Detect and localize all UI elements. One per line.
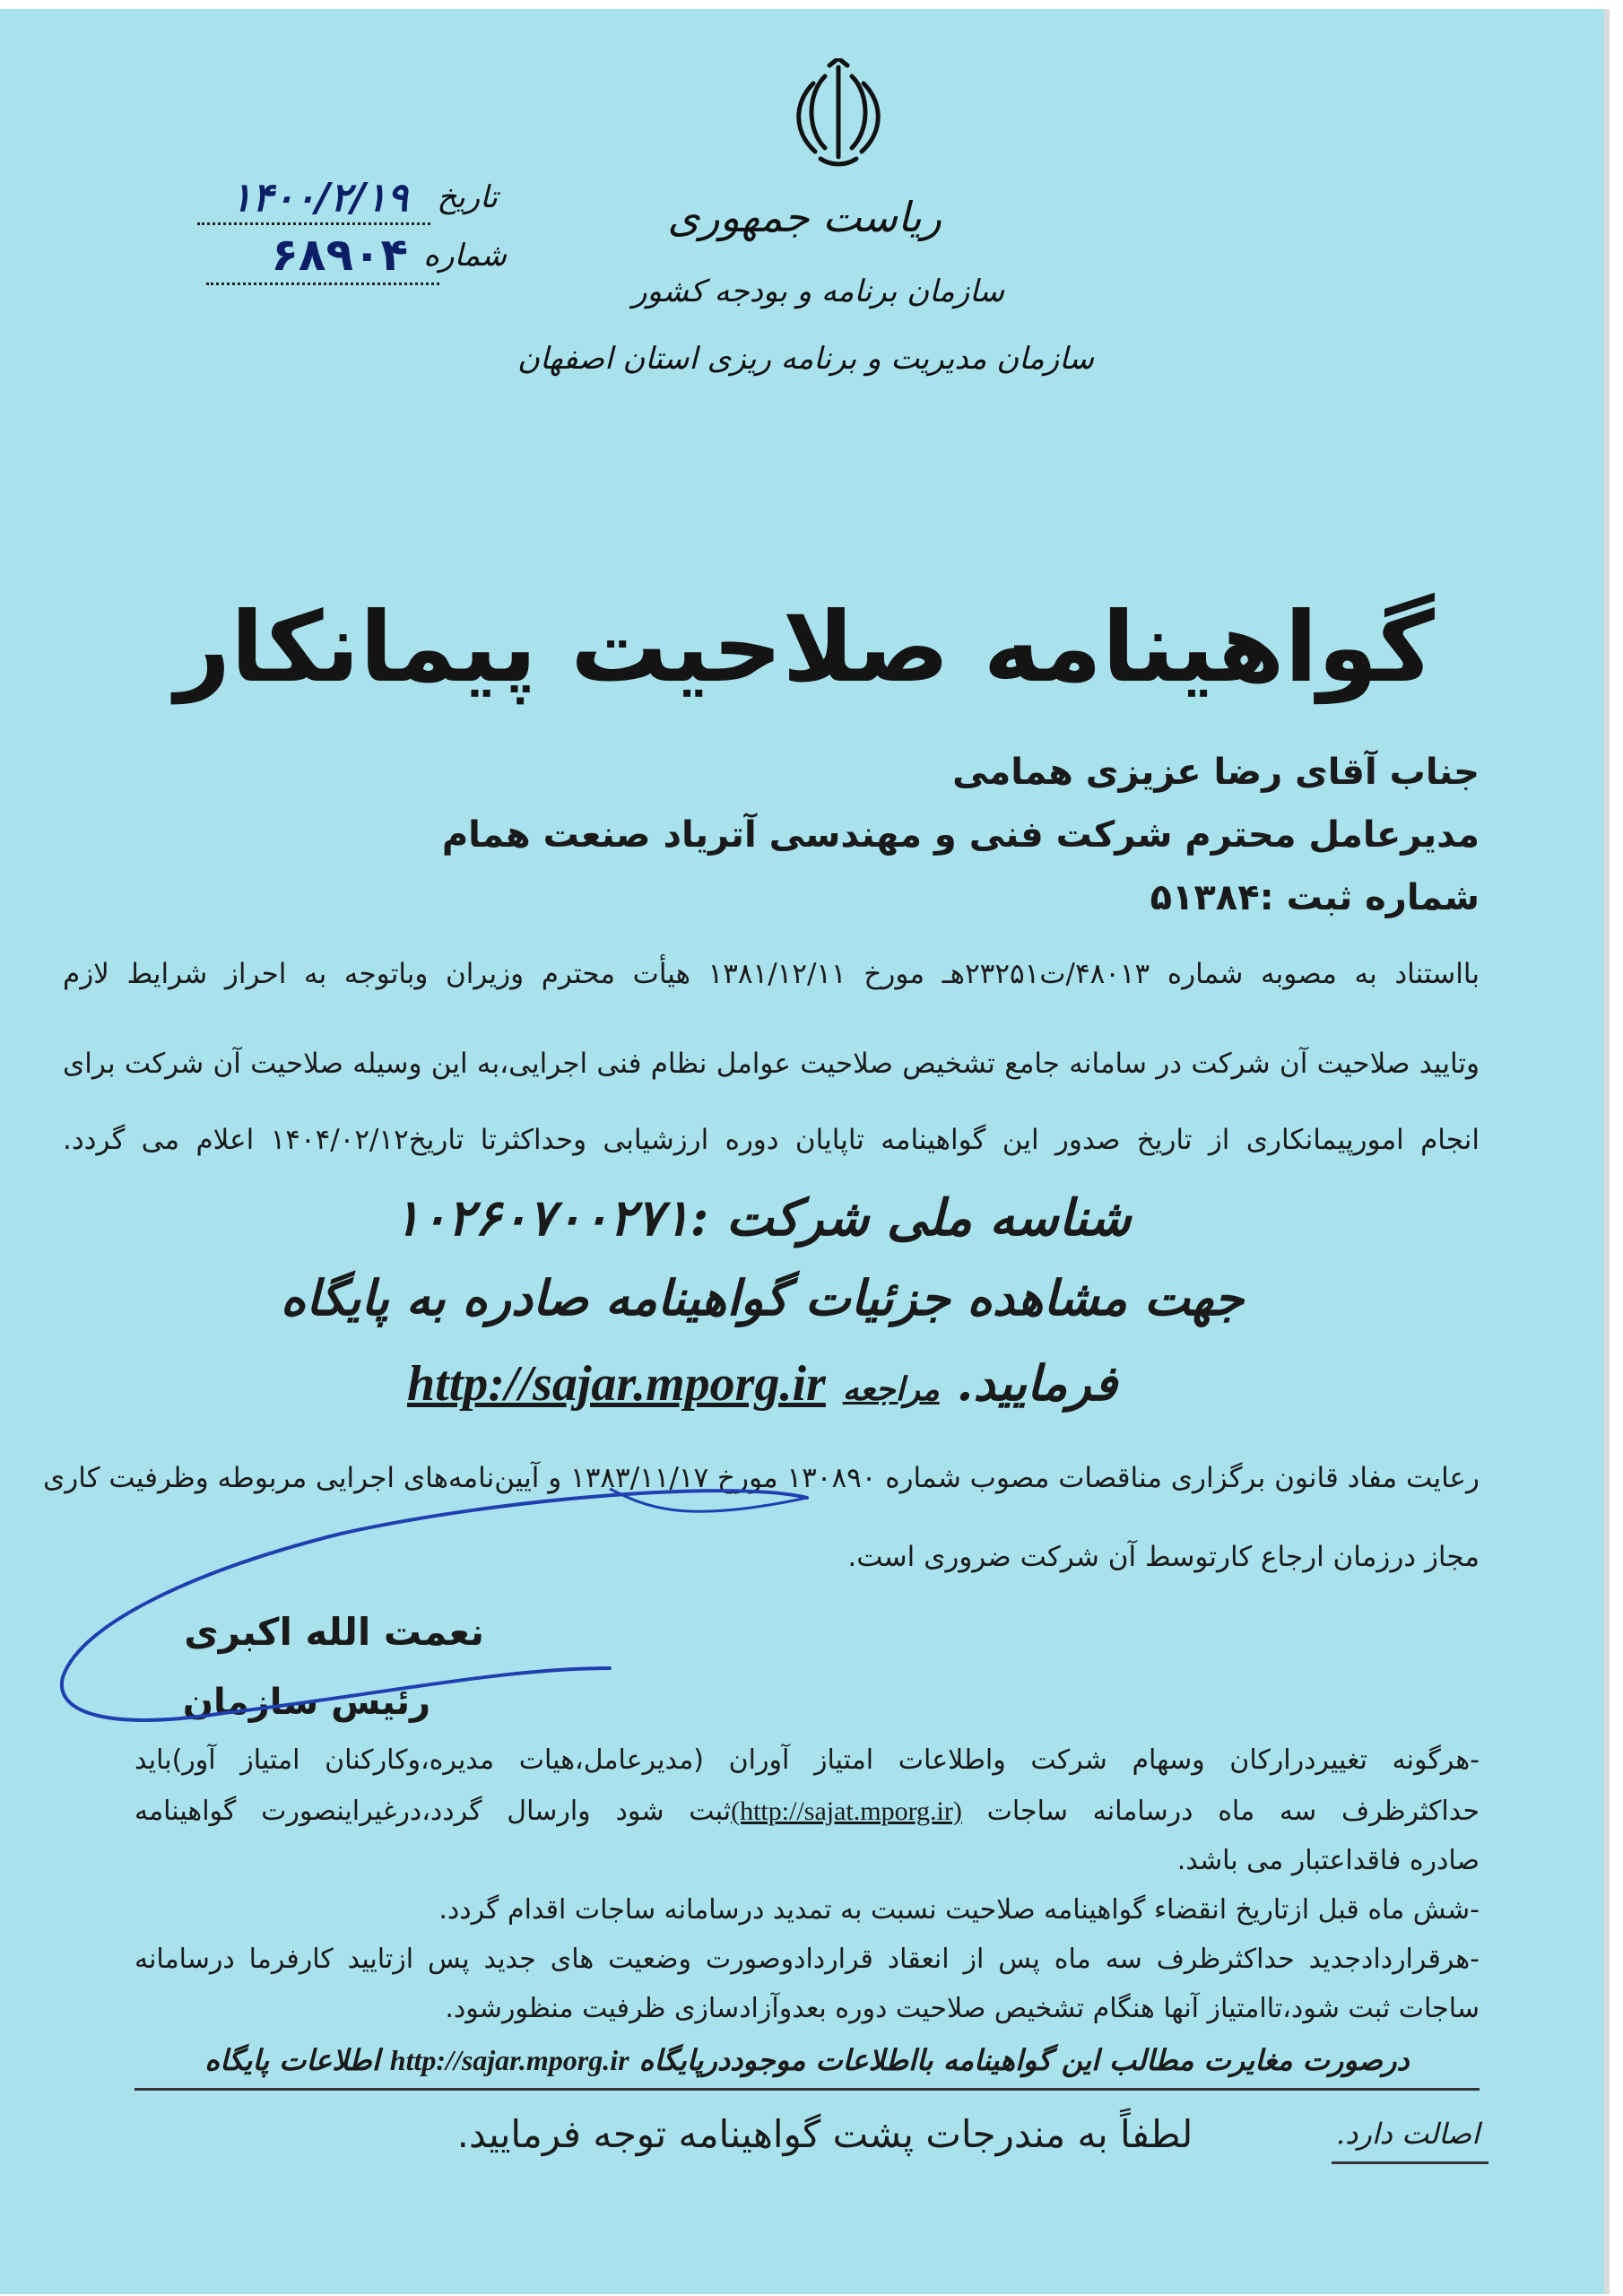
date-label: تاریخ <box>437 179 498 215</box>
date-dotted-line <box>197 222 430 225</box>
visit-ref: مراجعه <box>842 1370 940 1408</box>
body-paragraph-line-3: انجام امورپیمانکاری از تاریخ صدور این گواهینامه تاپایان دوره ارزشیابی وحداکثرتا تاریخ۱۴۰۴/۰۲/۱۲ اعلام می گردد. <box>63 1124 1480 1156</box>
date-value: ۱۴۰۰/۲/۱۹ <box>230 175 408 221</box>
letter-number-value: ۶۸۹۰۴ <box>271 229 408 281</box>
header-line-province-org: سازمان مدیریت و برنامه ریزی استان اصفهان <box>517 341 1094 377</box>
note-line-2-post: ثبت شود وارسال گردد،درغیراینصورت گواهینامه <box>135 1796 732 1827</box>
visit-tail: فرمایید. <box>956 1354 1117 1412</box>
signatory-name: نعمت الله اکبری <box>184 1610 484 1654</box>
header-line-presidency: ریاست جمهوری <box>667 193 942 241</box>
authenticity-underline <box>1332 2161 1488 2164</box>
certificate-page <box>0 9 1610 2294</box>
note-line-6: ساجات ثبت شود،تاامتیاز آنها هنگام تشخیص صلاحیت دوره بعدوآزادسازی ظرفیت منظورشود. <box>445 1993 1480 2024</box>
addressee-position: مدیرعامل محترم شرکت فنی و مهندسی آتریاد صنعت همام <box>441 814 1480 856</box>
signatory-title: رئیس سازمان <box>182 1682 430 1723</box>
iran-emblem-icon <box>785 58 892 175</box>
note-line-3: صادره فاقداعتبار می باشد. <box>1176 1845 1480 1876</box>
number-dotted-line <box>206 283 439 285</box>
registration-number: شماره ثبت :۵۱۳۸۴ <box>1150 877 1480 918</box>
note-line-5: -هرقراردادجدید حداکثرظرف سه ماه پس از انعقاد قراردادوصورت وضعیت های جدید پس ازتایید کارفرما درسامانه <box>135 1944 1480 1975</box>
sajat-website-link[interactable]: (http://sajat.mporg.ir) <box>731 1796 962 1826</box>
visit-website-line <box>179 1354 1345 1413</box>
note-line-1: -هرگونه تغییردرارکان وسهام شرکت واطلاعات امتیاز آوران (مدیرعامل،هیات مدیره،وکارکنان امتیاز آور)باید <box>135 1744 1480 1776</box>
note-line-7 <box>135 2043 1480 2077</box>
certificate-title: گواهینامه صلاحیت پیمانکار <box>174 592 1435 704</box>
details-instruction: جهت مشاهده جزئیات گواهینامه صادره به پایگاه <box>280 1269 1245 1326</box>
note-line-4: -شش ماه قبل ازتاریخ انقضاء گواهینامه صلاحیت نسبت به تمدید درسامانه ساجات اقدام گردد. <box>438 1894 1480 1926</box>
addressee-name: جناب آقای رضا عزیزی همامی <box>952 752 1480 793</box>
note-line-7-pre: درصورت مغایرت مطالب این گواهینامه بااطلاعات موجوددرپایگاه <box>638 2043 1410 2077</box>
body-paragraph-line-2: وتایید صلاحیت آن شرکت در سامانه جامع تشخیص صلاحیت عوامل نظام فنی اجرایی،به این وسیله صلاحیت آن شرکت برای <box>63 1048 1480 1080</box>
note-underline <box>135 2088 1480 2091</box>
body-paragraph-line-5: مجاز درزمان ارجاع کارتوسط آن شرکت ضروری است. <box>847 1541 1480 1573</box>
footer-instruction: لطفاً به مندرجات پشت گواهینامه توجه فرمایید. <box>456 2112 1193 2156</box>
letter-number-label: شماره <box>423 238 507 274</box>
sajar-database-link[interactable]: http://sajar.mporg.ir <box>389 2044 629 2076</box>
body-paragraph-line-4: رعایت مفاد قانون برگزاری مناقصات مصوب شماره ۱۳۰۸۹۰ مورخ ۱۳۸۳/۱۱/۱۷ و آیین‌نامه‌های اجرایی مربوطه وظرفیت کاری <box>43 1462 1480 1494</box>
note-line-7-post: اطلاعات پایگاه <box>204 2043 380 2077</box>
header-line-budget-org: سازمان برنامه و بودجه کشور <box>632 274 1004 309</box>
note-line-2 <box>135 1796 1480 1827</box>
sajar-website-link[interactable]: http://sajar.mporg.ir <box>407 1356 826 1412</box>
authenticity-note: اصالت دارد. <box>1335 2117 1480 2151</box>
national-id: شناسه ملی شرکت :۱۰۲۶۰۷۰۰۲۷۱ <box>393 1188 1132 1248</box>
note-line-2-pre: حداکثرظرف سه ماه درسامانه ساجات <box>986 1796 1480 1827</box>
body-paragraph-line-1: بااستناد به مصوبه شماره ۴۸۰۱۳/ت۲۳۲۵۱هـ مورخ ۱۳۸۱/۱۲/۱۱ هیأت محترم وزیران وباتوجه به احراز شرایط لازم <box>63 958 1480 990</box>
